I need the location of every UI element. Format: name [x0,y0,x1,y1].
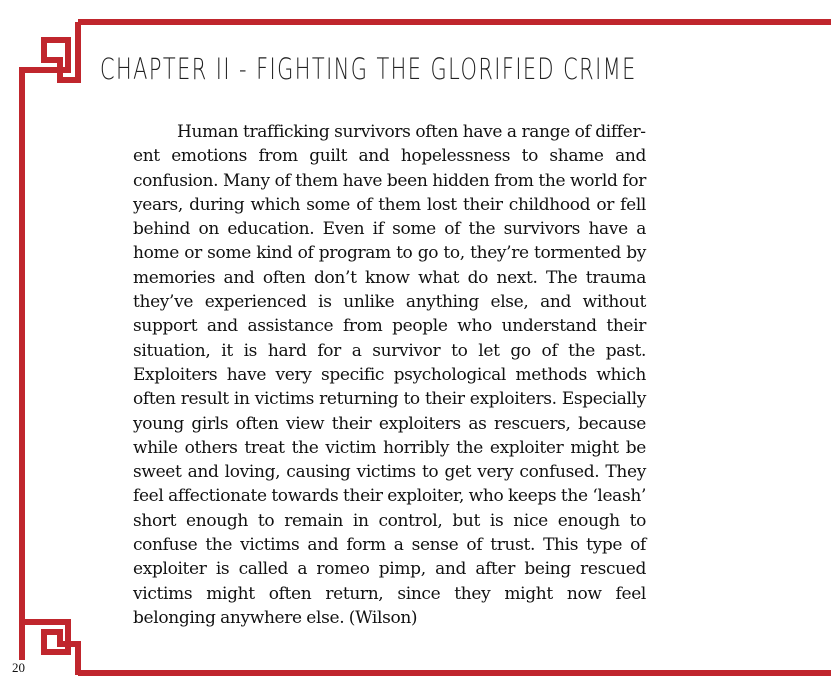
body-paragraph: Human trafficking survivors often have a range of different emotions from guilt and hopelessness to shame and confusion. Many of them have been hidden from the world for years, during which some of them lost their childhood or fell behind on education. Even if some of the survivors have a home or some kind of program to go to, they’re tormented by memories and often don’t know what do next. The trauma they’ve experienced is unlike anything else, and without support and assistance from people who understand their situation, it is hard for a survivor to let go of the past. Exploiters have very specific psychological methods which often result in victims returning to their exploiters. Especially young girls often view their exploiters as rescuers, because while others treat the victim horribly the exploiter might be sweet and loving, causing victims to get very confused. They feel affectionate towards their exploiter, who keeps the ‘leash’ short enough to remain in control, but is nice enough to confuse the victims and form a sense of trust. This type of exploiter is called a romeo pimp, and after being rescued victims might often return, since they might now feel belonging anywhere else. (Wilson) [133,122,646,628]
page-number: 20 [12,660,25,675]
border-bottom-left-corner-ornament [22,622,78,675]
border-top-left-corner-ornament [22,22,78,160]
chapter-title: CHAPTER II - FIGHTING THE GLORIFIED CRIME [100,52,637,86]
